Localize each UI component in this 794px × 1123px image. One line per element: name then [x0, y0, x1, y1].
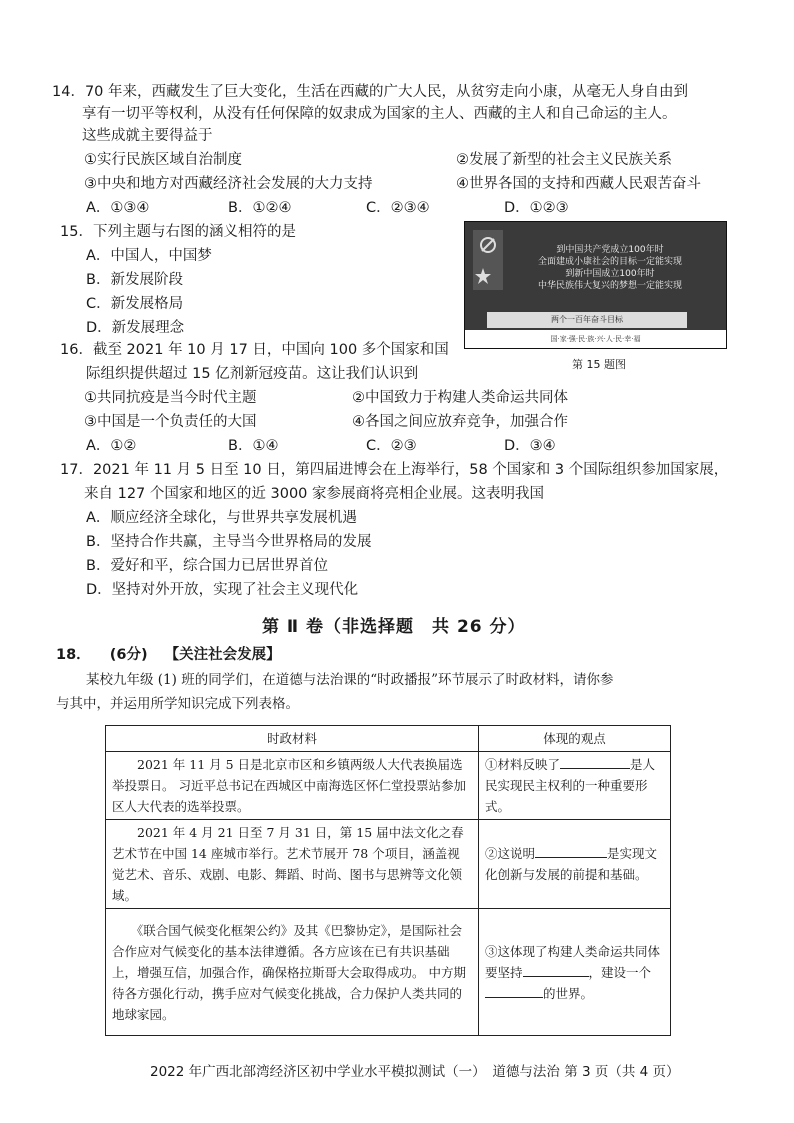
viewpoint-2-suffix: 是实现文化创新与发展的前提和基础。: [485, 846, 658, 882]
q15-choice-b: B．新发展阶段: [86, 272, 183, 288]
q18-intro-line2: 与其中，并运用所学知识完成下列表格。: [56, 696, 299, 712]
table-row: [106, 752, 671, 820]
figure-footer: 国·家·强·民·族·兴·人·民·幸·福: [465, 330, 726, 348]
table-header-viewpoint: 体现的观点: [479, 726, 671, 752]
q17-choice-c: B．爱好和平，综合国力已居世界首位: [86, 558, 328, 574]
q15-choice-c: C．新发展格局: [86, 296, 184, 312]
q16-stem-line1: 16．截至 2021 年 10 月 17 日，中国向 100 多个国家和国: [60, 342, 449, 358]
viewpoint-1-suffix: 是人民实现民主权利的一种重要形式。: [485, 757, 656, 814]
figure-line-4: 中华民族伟大复兴的梦想一定能实现: [537, 281, 682, 291]
q16-option-1: ①共同抗疫是当今时代主题: [84, 390, 257, 406]
party-flag-icon: [473, 230, 503, 290]
table-viewpoint-cell-2: [479, 820, 671, 909]
viewpoint-2-prefix: ②这说明: [485, 846, 536, 861]
viewpoint-1-prefix: ①材料反映了: [485, 757, 561, 772]
q14-stem-line2: 享有一切平等权利，从没有任何保障的奴隶成为国家的主人、西藏的主人和自己命运的主人。: [82, 106, 677, 122]
q16-stem-line2: 际组织提供超过 15 亿剂新冠疫苗。这让我们认识到: [86, 366, 419, 382]
q17-stem-line1: 17．2021 年 11 月 5 日至 10 日，第四届进博会在上海举行，58 个国家和 3 个国际组织参加国家展，: [60, 462, 729, 478]
answer-blank-4[interactable]: [485, 983, 543, 998]
table-header-row: [106, 726, 671, 752]
q16-choice-c: C．②③: [366, 438, 417, 454]
q16-choice-d: D．③④: [504, 438, 556, 454]
q17-stem-line2: 来自 127 个国家和地区的近 3000 家参展商将亮相企业展。这表明我国: [84, 486, 545, 502]
answer-blank-1[interactable]: [560, 754, 630, 769]
q15-figure: [464, 221, 727, 349]
answer-blank-3[interactable]: [523, 962, 589, 977]
table-header-material: 时政材料: [106, 726, 479, 752]
q17-choice-d: D．坚持对外开放，实现了社会主义现代化: [86, 582, 359, 598]
q14-option-2: ②发展了新型的社会主义民族关系: [456, 152, 672, 168]
table-material-cell-1: 2021 年 11 月 5 日是北京市区和乡镇两级人大代表换届选举投票日。 习近平总书记在西城区中南海选区怀仁堂投票站参加区人大代表的选举投票。: [106, 752, 479, 820]
q15-figure-text: [505, 244, 715, 292]
q15-stem: 15．下列主题与右图的涵义相符的是: [60, 224, 296, 240]
table-viewpoint-cell-1: [479, 752, 671, 820]
q15-choice-d: D．新发展理念: [86, 320, 185, 336]
table-material-cell-3: 《联合国气候变化框架公约》及其《巴黎协定》，是国际社会合作应对气候变化的基本法律遵循。各方应该在已有共识基础上，增强互信，加强合作，确保格拉斯哥大会取得成功。 中方期待各方强化行动，携手应对气候变化挑战，合力保护人类共同的地球家园。: [106, 909, 479, 1036]
section-title: 第 Ⅱ 卷（非选择题 共 26 分）: [262, 617, 526, 637]
viewpoint-3-prefix: ③这体现了构建人类命运共同体要坚持: [485, 943, 661, 980]
q14-stem-line3: 这些成就主要得益于: [82, 128, 213, 144]
q14-option-1: ①实行民族区域自治制度: [84, 152, 242, 168]
q14-choice-d: D．①②③: [504, 200, 569, 216]
figure-line-1: 到中国共产党成立100年时: [556, 245, 664, 255]
q16-option-3: ③中国是一个负责任的大国: [84, 414, 257, 430]
viewpoint-3-suffix: 的世界。: [543, 985, 594, 1001]
q18-table: [105, 725, 671, 1036]
q16-option-4: ④各国之间应放弃竞争，加强合作: [352, 414, 568, 430]
q16-choice-a: A．①②: [86, 438, 137, 454]
page-footer: 2022 年广西北部湾经济区初中学业水平模拟测试（一） 道德与法治 第 3 页（共 4 页）: [150, 1064, 680, 1080]
q14-choice-b: B．①②④: [228, 200, 292, 216]
q18-score: (6分): [109, 647, 148, 663]
q18-tag: 【关注社会发展】: [164, 647, 281, 663]
figure-line-3: 到新中国成立100年时: [565, 269, 655, 279]
q14-option-3: ③中央和地方对西藏经济社会发展的大力支持: [84, 176, 373, 192]
figure-band: 两个一百年奋斗目标: [487, 312, 687, 328]
answer-blank-2[interactable]: [535, 843, 607, 858]
table-row: [106, 820, 671, 909]
q17-choice-b: B．坚持合作共赢，主导当今世界格局的发展: [86, 534, 372, 550]
q14-stem-line1: 14．70 年来，西藏发生了巨大变化，生活在西藏的广大人民，从贫穷走向小康，从毫无人身自由到: [52, 84, 689, 100]
q18-number: 18．: [56, 647, 91, 663]
q15-figure-caption: 第 15 题图: [572, 358, 626, 371]
q14-choice-a: A．①③④: [86, 200, 150, 216]
figure-line-2: 全面建成小康社会的目标一定能实现: [537, 257, 682, 267]
q18-intro-line1: 某校九年级 (1) 班的同学们，在道德与法治课的“时政播报”环节展示了时政材料，请你参: [86, 672, 614, 688]
table-row: [106, 909, 671, 1036]
q15-choice-a: A．中国人，中国梦: [86, 248, 212, 264]
viewpoint-3-middle: ，建设一个: [588, 964, 652, 980]
q17-choice-a: A．顺应经济全球化，与世界共享发展机遇: [86, 510, 357, 526]
table-material-cell-2: 2021 年 4 月 21 日至 7 月 31 日，第 15 届中法文化之春艺术节在中国 14 座城市举行。艺术节展开 78 个项目，涵盖视觉艺术、音乐、戏剧、电影、舞蹈、时尚、图书与思辨等文化领域。: [106, 820, 479, 909]
table-viewpoint-cell-3: [479, 909, 671, 1036]
q14-option-4: ④世界各国的支持和西藏人民艰苦奋斗: [456, 176, 701, 192]
q16-option-2: ②中国致力于构建人类命运共同体: [352, 390, 568, 406]
q14-choice-c: C．②③④: [366, 200, 430, 216]
q18-header: [56, 645, 281, 665]
q16-choice-b: B．①④: [228, 438, 279, 454]
